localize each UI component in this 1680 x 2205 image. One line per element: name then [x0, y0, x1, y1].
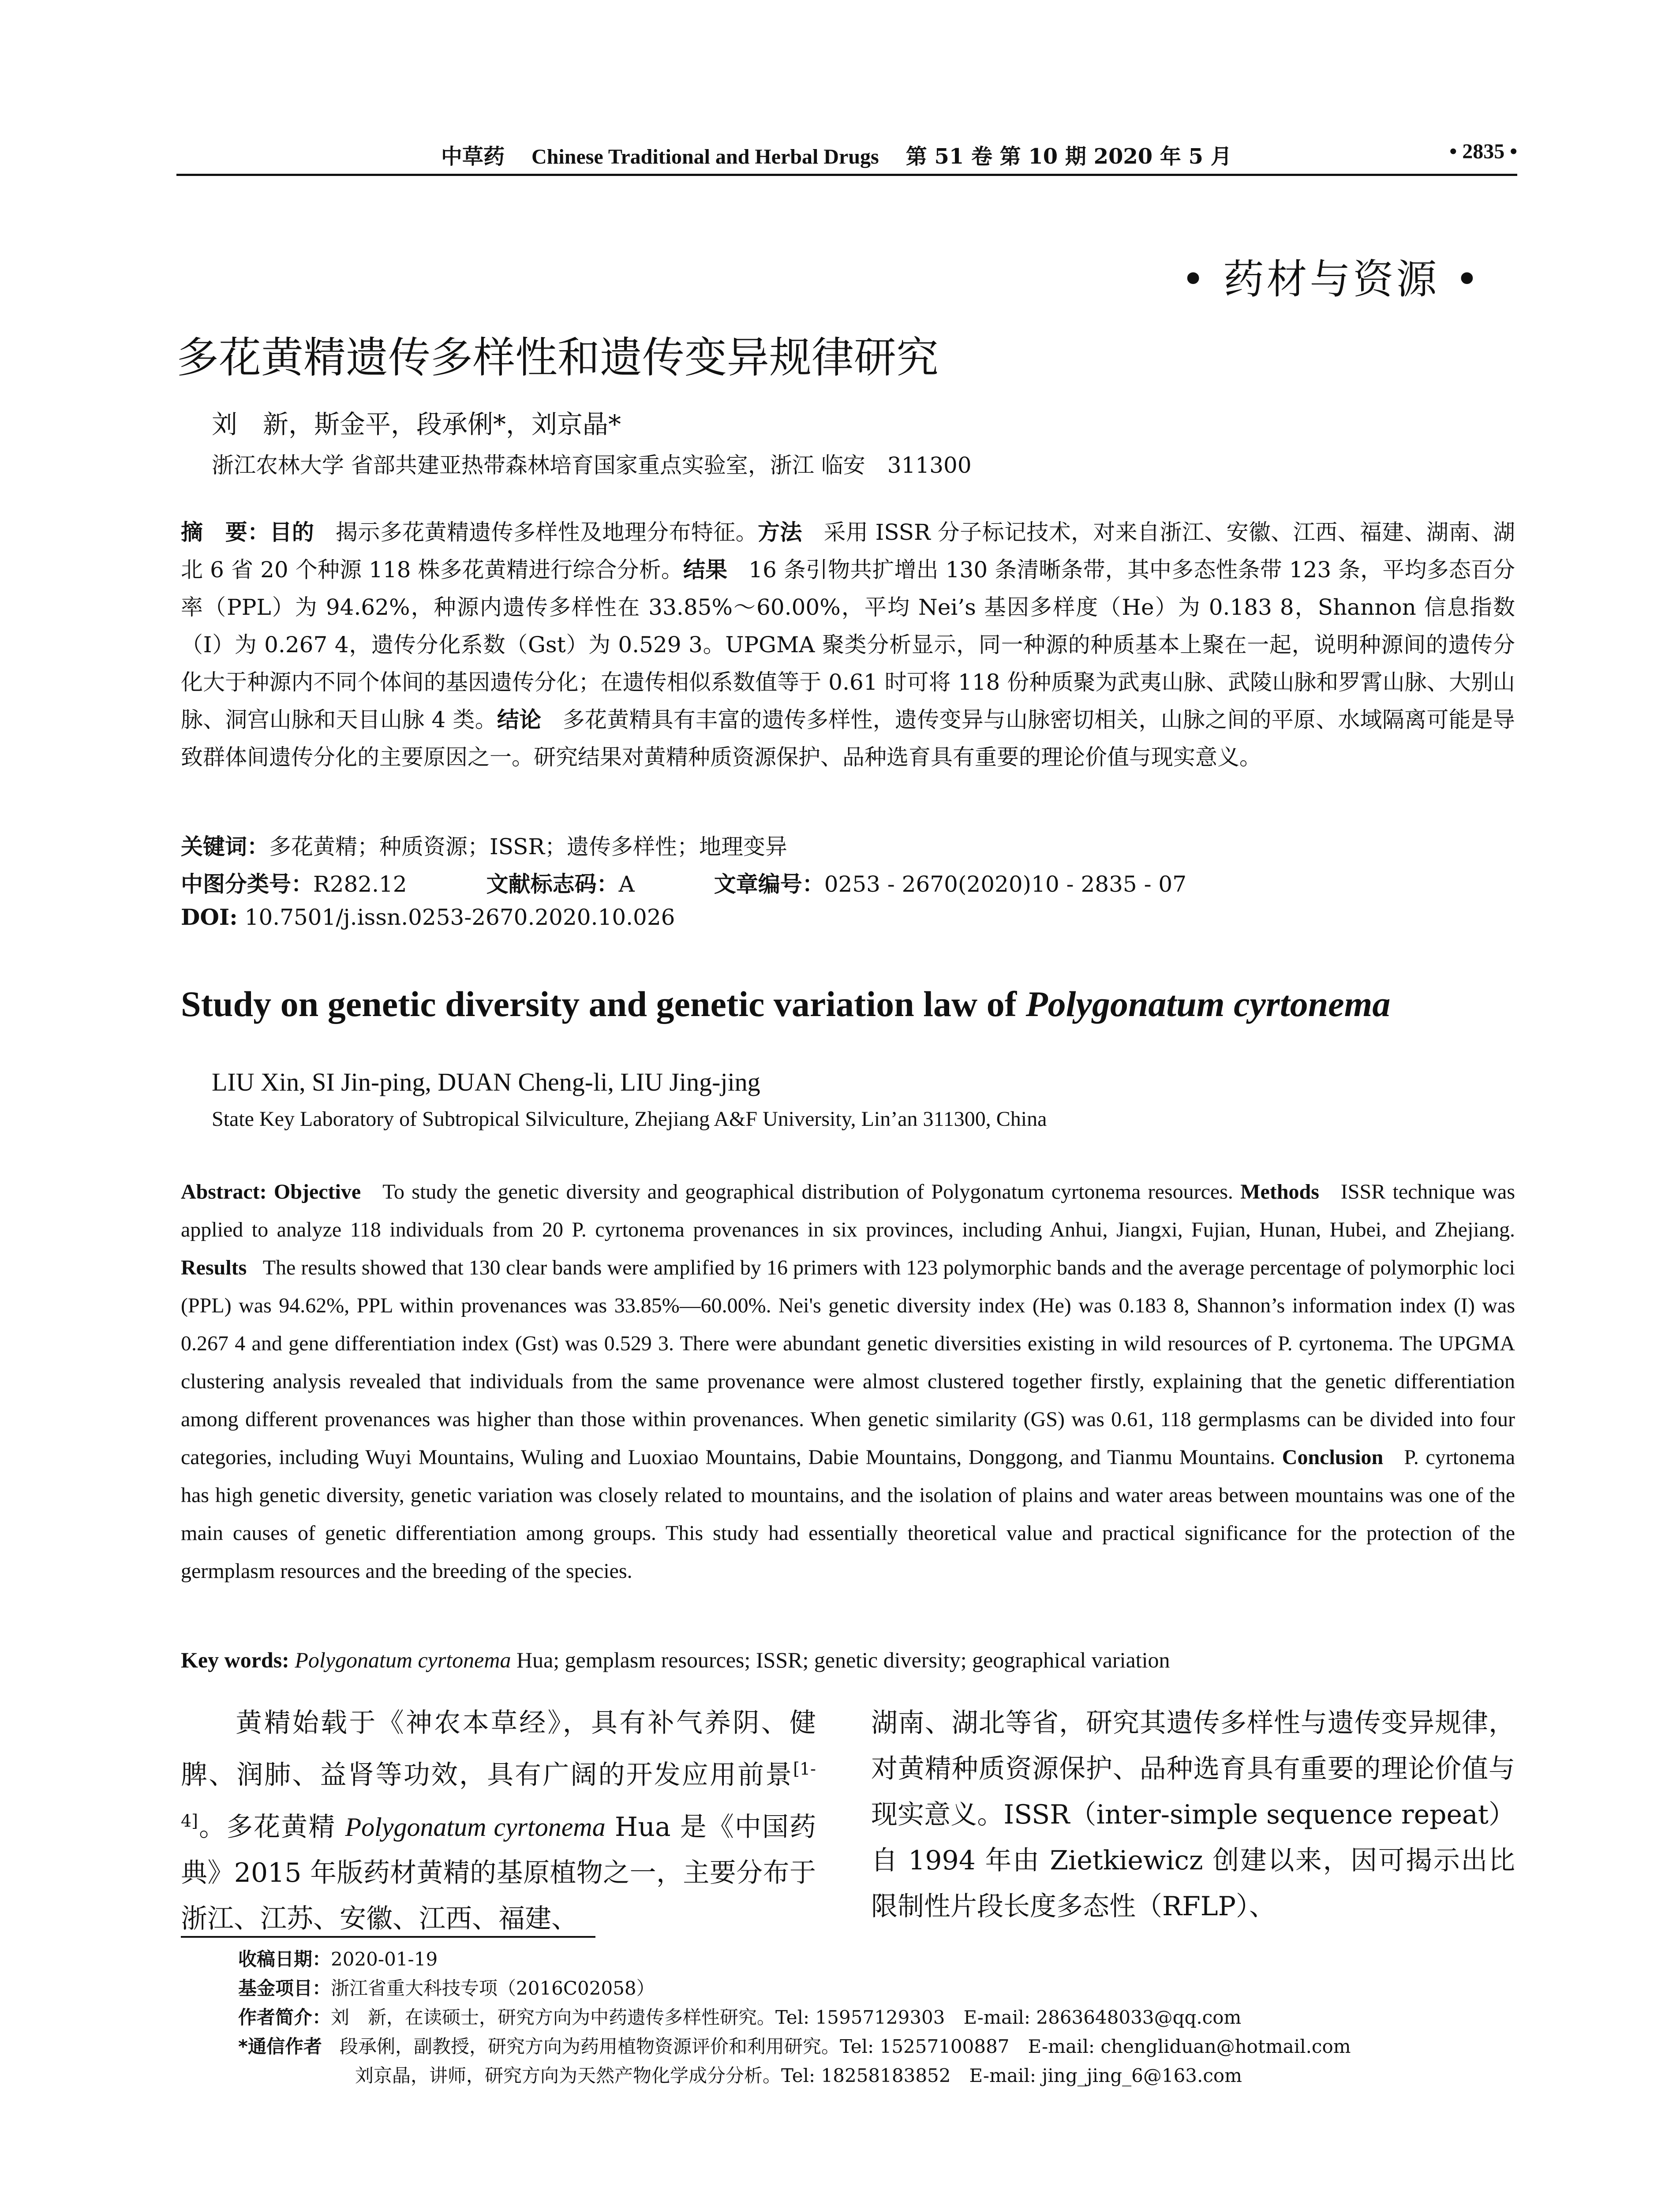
en-methods: ISSR technique was applied to analyze 118 individuals from 20 P. cyrtonema provenances in six provinces, including Anhui, Jiangxi, Fujian, Hunan, Hubei, and Zhejiang.: [181, 1180, 1515, 1241]
doi-label: DOI:: [181, 904, 238, 930]
footnote-corresponding: [238, 2032, 1517, 2061]
cn-keywords-value: 多花黄精；种质资源；ISSR；遗传多样性；地理变异: [269, 834, 788, 860]
issue-info: 第 51 卷 第 10 期 2020 年 5 月: [905, 144, 1232, 169]
journal-name-cn: 中草药: [441, 144, 505, 169]
running-header: [176, 139, 1517, 175]
received-value: 2020-01-19: [331, 1948, 438, 1970]
en-conclusion: P. cyrtonema has high genetic diversity, genetic variation was closely related to mountains, and the isolation of plains and water areas between mountains was one of the main causes of genetic differentiation among groups. This study had essentially theoretical value and practical significance for the protection of the germplasm resources and the breeding of the species.: [181, 1446, 1515, 1583]
section-label: • 药材与资源 •: [1181, 256, 1482, 303]
cn-article-no-value: 0253 - 2670(2020)10 - 2835 - 07: [824, 871, 1187, 897]
en-objective: To study the genetic diversity and geographical distribution of Polygonatum cyrtonema resources.: [382, 1180, 1233, 1203]
cn-conclusion-label: 结论: [497, 707, 542, 733]
cn-classification: [181, 867, 1186, 898]
footnote-rule: [181, 1936, 595, 1938]
en-results: The results showed that 130 clear bands were amplified by 16 primers with 123 polymorphic bands and the average percentage of polymorphic loci (PPL) was 94.62%, PPL within provenances was 33.85%—60.00%. Nei's genetic diversity index (He) was 0.183 8, Shannon’s information index (I) was 0.267 4 and gene differentiation index (Gst) was 0.529 3. There were abundant genetic diversities existing in wild resources of P. cyrtonema. The UPGMA clustering analysis revealed that individuals from the same provenance were almost clustered together firstly, explaining that the genetic differentiation among different provenances was higher than those within provenances. When genetic similarity (GS) was 0.61, 118 germplasms can be divided into four categories, including Wuyi Mountains, Wuling and Luoxiao Mountains, Dabie Mountains, Donggong, and Tianmu Mountains.: [181, 1256, 1515, 1469]
cn-objective: 揭示多花黄精遗传多样性及地理分布特征。: [336, 519, 758, 545]
intro-left-column: [181, 1700, 816, 1942]
cn-keywords-label: 关键词：: [181, 834, 269, 860]
en-methods-label: Methods: [1240, 1180, 1319, 1203]
cn-class-value: R282.12: [313, 871, 407, 897]
footnote-corresponding-2: 刘京晶，讲师，研究方向为天然产物化学成分分析。Tel: 18258183852 E-mail: jing_jing_6@163.com: [355, 2065, 1242, 2086]
footnote-bio: [238, 2003, 1517, 2032]
footnotes: [238, 1945, 1517, 2090]
cn-results-label: 结果: [683, 557, 728, 583]
cn-abstract: [181, 514, 1515, 776]
cn-results: 16 条引物共扩增出 130 条清晰条带，其中多态性条带 123 条，平均多态百分率（PPL）为 94.62%，种源内遗传多样性在 33.85%～60.00%，平均 Nei’s 基因多样度（He）为 0.183 8，Shannon 信息指数（I）为 0.267 4，遗传分化系数（Gst）为 0.529 3。UPGMA 聚类分析显示，同一种源的种质基本上聚在一起，说明种源间的遗传分化大于种源内不同个体间的基因遗传分化；在遗传相似系数值等于 0.61 时可将 118 份种质聚为武夷山脉、武陵山脉和罗霄山脉、大别山脉、洞宫山脉和天目山脉 4 类。: [181, 557, 1515, 733]
en-conclusion-label: Conclusion: [1282, 1446, 1384, 1469]
intro-left-text-a: 黄精始载于《神农本草经》，具有补气养阴、健脾、润肺、益肾等功效，具有广阔的开发应用前景: [181, 1708, 816, 1790]
cn-title: 多花黄精遗传多样性和遗传变异规律研究: [176, 333, 939, 382]
cn-doc-code-value: A: [618, 871, 635, 897]
en-authors: LIU Xin, SI Jin-ping, DUAN Cheng-li, LIU Jing-jing: [212, 1068, 760, 1096]
en-affiliation: State Key Laboratory of Subtropical Silviculture, Zhejiang A&F University, Lin’an 311300, China: [212, 1107, 1047, 1131]
page-number: • 2835 •: [1449, 140, 1517, 163]
fund-value: 浙江省重大科技专项（2016C02058）: [331, 1977, 655, 1999]
en-keywords-value: Hua; gemplasm resources; ISSR; genetic diversity; geographical variation: [511, 1648, 1170, 1672]
en-title-prefix: Study on genetic diversity and genetic variation law of: [181, 984, 1026, 1024]
running-header-left: [441, 139, 1232, 170]
footnote-fund: [238, 1974, 1517, 2003]
intro-left-text-c: Hua 是《中国药典》2015 年版药材黄精的基原植物之一，主要分布于浙江、江苏、安徽、江西、福建、: [181, 1812, 816, 1934]
cn-methods-label: 方法: [758, 519, 802, 545]
footnote-received: [238, 1945, 1517, 1974]
en-results-label: Results: [181, 1256, 247, 1279]
en-keywords-label: Key words:: [181, 1648, 289, 1672]
cn-objective-label: 目的: [269, 519, 314, 545]
cn-methods: 采用 ISSR 分子标记技术，对来自浙江、安徽、江西、福建、湖南、湖北 6 省 20 个种源 118 株多花黄精进行综合分析。: [181, 519, 1515, 583]
cn-article-no-label: 文章编号：: [714, 871, 824, 897]
doi-value: 10.7501/j.issn.0253-2670.2020.10.026: [244, 904, 675, 930]
intro-ref: [1-4]: [181, 1759, 816, 1831]
en-title-species: Polygonatum cyrtonema: [1025, 984, 1391, 1024]
corr-label: *通信作者: [238, 2036, 322, 2057]
en-abstract: [181, 1173, 1515, 1590]
cn-keywords: [181, 829, 787, 861]
cn-abstract-label: 摘 要：: [181, 519, 270, 545]
en-abstract-label: Abstract: Objective: [181, 1180, 361, 1203]
corr-value-1: 段承俐，副教授，研究方向为药用植物资源评价和利用研究。Tel: 15257100887 E-mail: chengliduan@hotmail.com: [340, 2036, 1351, 2057]
en-keywords-species: Polygonatum cyrtonema: [295, 1648, 511, 1672]
fund-label: 基金项目：: [238, 1977, 331, 1999]
intro-species: Polygonatum cyrtonema: [345, 1813, 606, 1842]
header-rule: [176, 174, 1517, 176]
en-keywords: [181, 1647, 1170, 1673]
cn-affiliation: 浙江农林大学 省部共建亚热带森林培育国家重点实验室，浙江 临安 311300: [212, 452, 972, 478]
intro-left-text-b: 。多花黄精: [198, 1812, 345, 1842]
cn-doc-code-label: 文献标志码：: [486, 871, 619, 897]
bio-label: 作者简介：: [238, 2007, 331, 2028]
cn-class-label: 中图分类号：: [181, 871, 313, 897]
received-label: 收稿日期：: [238, 1948, 331, 1970]
bio-value: 刘 新，在读硕士，研究方向为中药遗传多样性研究。Tel: 15957129303 E-mail: 2863648033@qq.com: [331, 2007, 1242, 2028]
cn-authors: 刘 新，斯金平，段承俐*，刘京晶*: [212, 409, 621, 439]
intro-right-column: 湖南、湖北等省，研究其遗传多样性与遗传变异规律，对黄精种质资源保护、品种选育具有重要的理论价值与现实意义。ISSR（inter-simple sequence repeat）自 1994 年由 Zietkiewicz 创建以来，因可揭示出比限制性片段长度多态性（RFLP）、: [871, 1708, 1515, 1922]
cn-doi: [181, 904, 675, 930]
cn-conclusion: 多花黄精具有丰富的遗传多样性，遗传变异与山脉密切相关，山脉之间的平原、水域隔离可能是导致群体间遗传分化的主要原因之一。研究结果对黄精种质资源保护、品种选育具有重要的理论价值与现实意义。: [181, 707, 1515, 770]
journal-name-en: Chinese Traditional and Herbal Drugs: [531, 145, 879, 168]
en-title: [181, 983, 1390, 1025]
